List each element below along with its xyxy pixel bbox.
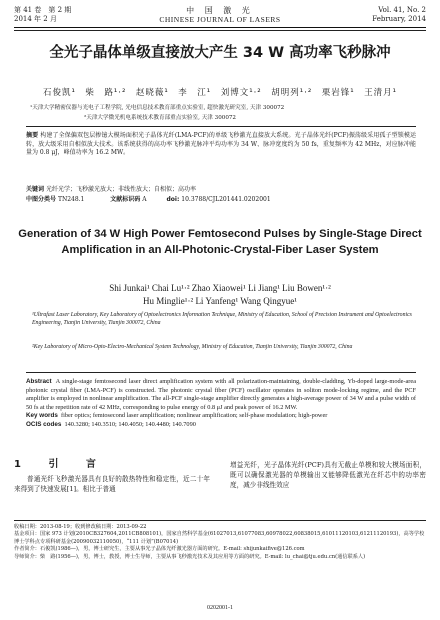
page-number: 0202001-1	[207, 605, 233, 611]
keywords-en: fiber optics; femtosecond laser amplification; nonlinear amplification; self-phase modulation; high-power	[61, 412, 328, 420]
footnote-advisor: 导师简介：柴 路(1956—)，男，博士，教授，博士生导师，主要从事飞秒激光技术及其应用等方面的研究。E-mail: lu_chai@tju.edu.cn(通信联系人)	[14, 553, 366, 560]
footnote-rule	[14, 520, 426, 521]
abstract-en-label: Abstract	[26, 378, 52, 385]
volume-cn: 第 41 卷 第 2 期	[14, 6, 72, 14]
doi-value: 10.3788/CJL201441.0202001	[181, 196, 271, 203]
affiliation-cn-1: ¹天津大学精密仪器与光电子工程学院, 光电信息技术教育部重点实验室, 超快激光研究室, 天津 300072	[30, 105, 285, 111]
doc-label: 文献标识码	[110, 196, 141, 203]
section-title: 1 引 言	[14, 459, 108, 470]
keywords-cn: 光纤光学；飞秒激光放大；非线性放大；自相似；高功率	[45, 186, 196, 193]
footnote-funding: 基金项目：国家 973 计划(2010CB327604,2011CB808101)，国家自然科学基金(61027013,61077083,60978022,60838015,61011120103,61211120193)，高等学校博士学科点专项科研基金(20090032110050)，“111 计划”(B07014)	[14, 531, 425, 545]
abstract-en	[26, 378, 416, 430]
body-column-right	[230, 460, 426, 490]
abstract-cn-label: 摘要	[26, 132, 39, 139]
doi-label: doi:	[166, 196, 180, 203]
authors-en-line1: Shi Junkai¹ Chai Lu¹·² Zhao Xiaowei¹ Li Jiang¹ Liu Bowen¹·²	[109, 283, 331, 293]
header-rule-thin	[14, 30, 426, 31]
affiliation-en-divider	[26, 372, 416, 373]
body-text-left: 普通光纤飞秒激光器具有良好的散热特性和稳定性，近二十年来得到了快速发展[1]。相比于普通	[14, 475, 210, 493]
body-text-right: 增益光纤，光子晶体光纤(PCF)具有无截止单模和较大模场面积，既可以确保激光器的单模输出又能够降低激光在纤芯中的功率密度，减少非线性效应	[230, 461, 426, 489]
keywords-cn-label: 关键词	[26, 186, 45, 193]
affiliation-divider	[26, 126, 416, 127]
header-rule	[14, 27, 426, 28]
keywords-cn-row	[26, 186, 196, 194]
clc-value: TN248.1	[57, 196, 85, 203]
authors-en-line2: Hu Minglie¹·² Li Yanfeng¹ Wang Qingyue¹	[143, 296, 297, 306]
classification-row	[26, 196, 271, 204]
footnotes	[14, 524, 426, 561]
footnote-received: 收稿日期：2013-08-19；收到修改稿日期：2013-09-22	[14, 524, 147, 530]
volume-en: Vol. 41, No. 2	[378, 6, 426, 14]
footnote-author: 作者简介：石俊凯(1986—)，男，博士研究生，主要从事光子晶体光纤激光器方面的研究。E-mail: shijunkaifive@126.com	[14, 546, 305, 553]
date-cn: 2014 年 2 月	[14, 15, 57, 23]
title-cn: 全光子晶体单级直接放大产生 34 W 高功率飞秒脉冲	[49, 45, 391, 61]
affiliation-en-2: ²Key Laboratory of Micro-Opto-Electro-Mechanical System Technology, Ministry of Education, Tianjin University, Tianjin 300072, China	[32, 344, 353, 350]
keywords-en-label: Key words	[26, 412, 58, 420]
authors-cn: 石俊凯¹ 柴 路¹·² 赵晓薇¹ 李 江¹ 刘博文¹·² 胡明列¹·² 栗岩锋¹ 王清月¹	[42, 88, 398, 98]
ocis-label: OCIS codes	[26, 420, 62, 428]
header-right	[372, 6, 426, 24]
abstract-en-text: A single-stage femtosecond laser direct amplification system with all polarization-maintaining, double-cladding, Yb-doped large-mode-area photonic crystal fiber (LMA-PCF) is constructed. The photonic crystal fiber (PCF) oscillator operates in soliton mode-locking regime, and the PCF amplifier is employed in nonlinear amplification. The all-PCF single-stage amplifier directly generates a high-average power of 34 W and a pulse width of 50 fs at the repetition rate of 42 MHz, corresponding to pulse energy of 0.8 μJ and peak power of 16.2 MW.	[26, 378, 416, 411]
abstract-cn	[26, 132, 416, 158]
body-column-left	[14, 460, 210, 494]
title-en: Generation of 34 W High Power Femtosecond Pulses by Single-Stage Direct Amplification in an All-Photonic-Crystal-Fiber Laser System	[18, 228, 422, 256]
journal-name	[14, 6, 426, 24]
journal-name-en: CHINESE JOURNAL OF LASERS	[159, 15, 281, 24]
running-header	[14, 6, 426, 26]
doc-value: A	[142, 196, 147, 203]
date-en: February, 2014	[372, 15, 426, 23]
abstract-cn-text: 构建了全保偏双包层掺镱大模场面积光子晶体光纤(LMA-PCF)的单级飞秒激光直接放大系统。光子晶体光纤(PCF)振荡级采用孤子型锁模运转，放大级采用自相似放大技术。该系统获得的高功率飞秒激光脉冲平均功率为 34 W、脉冲宽度约为 50 fs，重复频率为 42 MHz，对应脉冲能量为 0.8 μJ，峰值功率为 16.2 MW。	[26, 132, 416, 157]
clc-label: 中图分类号	[26, 196, 57, 203]
affiliation-cn-2: ²天津大学微光机电系统技术教育部重点实验室, 天津 300072	[84, 115, 236, 121]
affiliation-en-1: ¹Ultrafast Laser Laboratory, Key Laboratory of Optoelectronics Information Technique, Ministry of Education, School of Precision Instrument and Optoelectronics Engineering, Tianjin University, Tianjin 300072, China	[32, 312, 412, 326]
ocis-codes: 140.3280; 140.3510; 140.4050; 140.4480; 140.7090	[64, 420, 196, 428]
journal-name-cn: 中 国 激 光	[186, 6, 254, 15]
